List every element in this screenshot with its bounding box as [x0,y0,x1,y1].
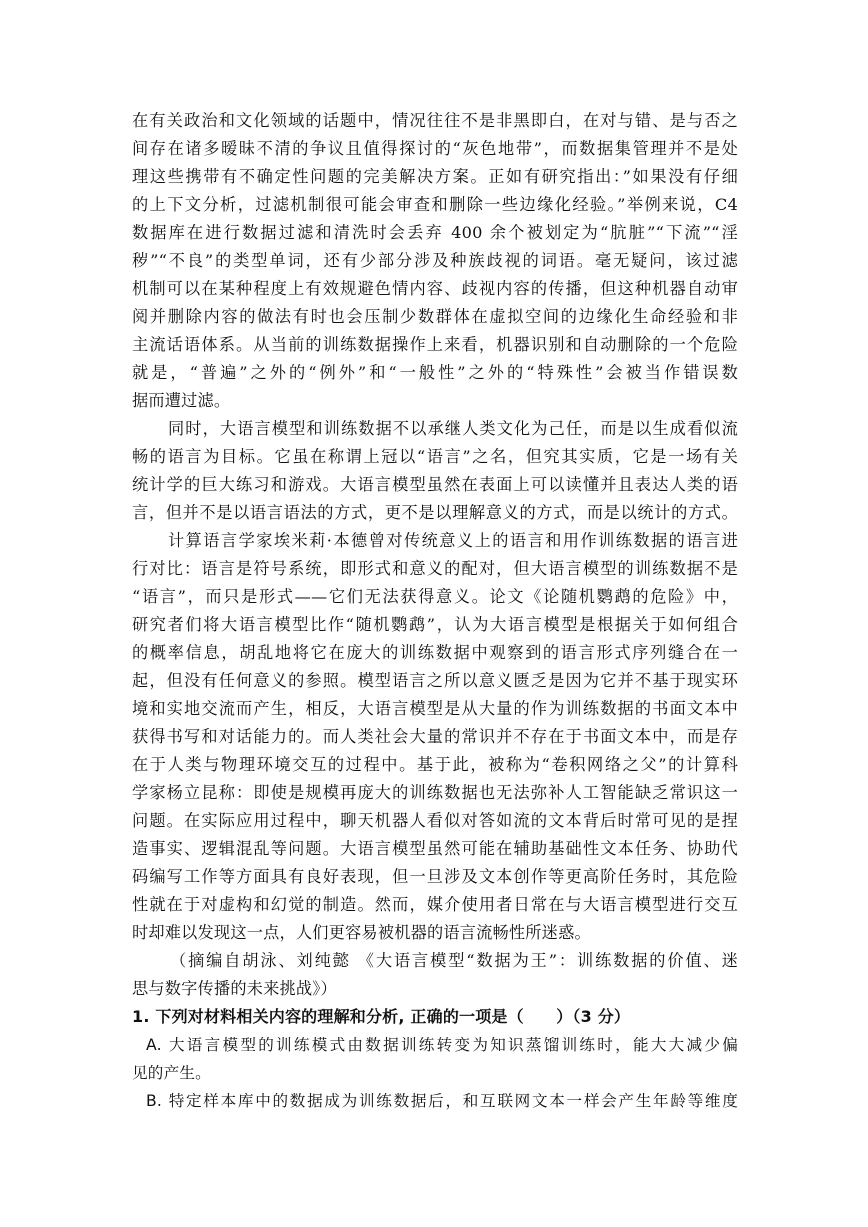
paragraph-1-line: 的上下文分析，过滤机制很可能会审查和删除一些边缘化经验。”举例来说，C4 [132,195,738,214]
paragraph-3-line: 起，但没有任何意义的参照。模型语言之所以意义匮乏是因为它并不基于现实环 [132,671,738,690]
source-citation-line: 思与数字传播的未来挑战》） [132,979,337,998]
option-a-line: A. 大语言模型的训练模式由数据训练转变为知识蒸馏训练时，能大大减少偏 [146,1036,738,1054]
paragraph-3-line: 码编写工作等方面具有良好表现，但一旦涉及文本创作等更高阶任务时，其危险 [132,867,738,886]
paragraph-3-line: 计算语言学家埃米莉·本德曾对传统意义上的语言和用作训练数据的语言进 [168,531,738,550]
paragraph-3-line: 境和实地交流而产生，相反，大语言模型是从大量的作为训练数据的书面文本中 [132,699,738,718]
paragraph-2-line: 言，但并不是以语言语法的方式，更不是以理解意义的方式，而是以统计的方式。 [132,503,738,522]
paragraph-3-line: 时却难以发现这一点，人们更容易被机器的语言流畅性所迷惑。 [132,923,591,942]
paragraph-3-line: 的概率信息，胡乱地将它在庞大的训练数据中观察到的语言形式序列缝合在一 [132,643,738,662]
question-1-stem: 1. 下列对材料相关内容的理解和分析, 正确的一项是（ ）（3 分） [132,1007,631,1026]
paragraph-3-line: 获得书写和对话能力的。而人类社会大量的常识并不存在于书面文本中，而是存 [132,727,738,746]
paragraph-3-line: 行对比：语言是符号系统，即形式和意义的配对，但大语言模型的训练数据不是 [132,559,738,578]
paragraph-2-line: 畅的语言为目标。它虽在称谓上冠以“语言”之名，但究其实质，它是一场有关 [132,447,738,466]
paragraph-1-line: 数据库在进行数据过滤和清洗时会丢弃 400 余个被划定为“肮脏”“下流”“淫 [132,223,738,242]
option-a-line: 见的产生。 [132,1064,211,1082]
option-b-line: B. 特定样本库中的数据成为训练数据后，和互联网文本一样会产生年龄等维度 [146,1092,738,1110]
paragraph-3-line: 研究者们将大语言模型比作“随机鹦鹉”，认为大语言模型是根据关于如何组合 [132,615,738,634]
paragraph-1-line: 秽”“不良”的类型单词，还有少部分涉及种族歧视的词语。毫无疑问，该过滤 [132,251,738,270]
paragraph-3-line: “语言”，而只是形式——它们无法获得意义。论文《论随机鹦鹉的危险》中， [132,587,738,606]
paragraph-1-line: 理这些携带有不确定性问题的完美解决方案。正如有研究指出：”如果没有仔细 [132,167,738,186]
paragraph-1-line: 阅并删除内容的做法有时也会压制少数群体在虚拟空间的边缘化生命经验和非 [132,307,738,326]
paragraph-1-line: 就是，“普遍”之外的“例外”和“一般性”之外的“特殊性”会被当作错误数 [132,363,738,382]
paragraph-1-line: 机制可以在某种程度上有效规避色情内容、歧视内容的传播，但这种机器自动审 [132,279,738,298]
paragraph-3-line: 学家杨立昆称：即使是规模再庞大的训练数据也无法弥补人工智能缺乏常识这一 [132,783,738,802]
paragraph-1-line: 主流话语体系。从当前的训练数据操作上来看，机器识别和自动删除的一个危险 [132,335,738,354]
paragraph-1-line: 据而遭过滤。 [132,391,231,410]
paragraph-1-line: 间存在诸多暧昧不清的争议且值得探讨的“灰色地带”，而数据集管理并不是处 [132,139,738,158]
paragraph-3-line: 性就在于对虚构和幻觉的制造。然而，媒介使用者日常在与大语言模型进行交互 [132,895,738,914]
paragraph-2-line: 统计学的巨大练习和游戏。大语言模型虽然在表面上可以读懂并且表达人类的语 [132,475,738,494]
paragraph-3-line: 在于人类与物理环境交互的过程中。基于此，被称为“卷积网络之父”的计算科 [132,755,738,774]
paragraph-3-line: 问题。在实际应用过程中，聊天机器人看似对答如流的文本背后时常可见的是捏 [132,811,738,830]
paragraph-3-line: 造事实、逻辑混乱等问题。大语言模型虽然可能在辅助基础性文本任务、协助代 [132,839,738,858]
source-citation-line: （摘编自胡泳、刘纯懿 《大语言模型“数据为王”：训练数据的价值、迷 [170,951,738,970]
paragraph-1-line: 在有关政治和文化领域的话题中，情况往往不是非黑即白，在对与错、是与否之 [132,111,738,130]
paragraph-2-line: 同时，大语言模型和训练数据不以承继人类文化为己任，而是以生成看似流 [168,419,738,438]
